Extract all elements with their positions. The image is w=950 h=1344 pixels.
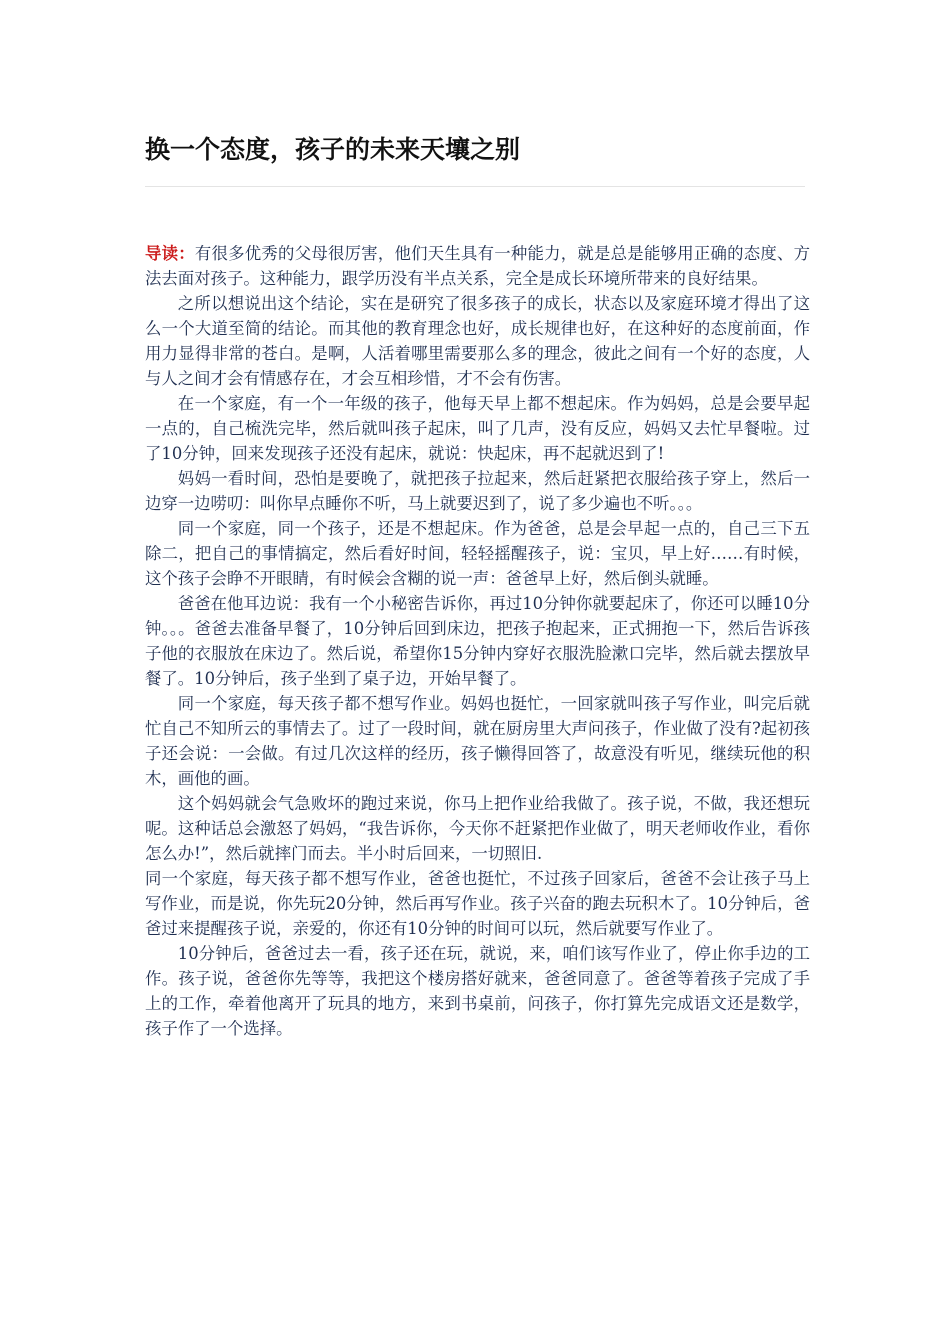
article-title: 换一个态度，孩子的未来天壤之别 — [145, 135, 521, 164]
paragraph-6: 同一个家庭，每天孩子都不想写作业。妈妈也挺忙，一回家就叫孩子写作业，叫完后就忙自己不知所云的事情去了。过了一段时间，就在厨房里大声问孩子，作业做了没有?起初孩子还会说：一会做。有过几次这样的经历，孩子懒得回答了，故意没有听见，继续玩他的积木，画他的画。 — [145, 694, 810, 788]
paragraph-5: 爸爸在他耳边说：我有一个小秘密告诉你，再过10分钟你就要起床了，你还可以睡10分钟。。。爸爸去准备早餐了，10分钟后回到床边，把孩子抱起来，正式拥抱一下，然后告诉孩子他的衣服放在床边了。然后说，希望你15分钟内穿好衣服洗脸漱口完毕，然后就去摆放早餐了。10分钟后，孩子坐到了桌子边，开始早餐了。 — [145, 594, 810, 688]
lead-label: 导读： — [145, 244, 195, 263]
paragraph-1: 之所以想说出这个结论，实在是研究了很多孩子的成长，状态以及家庭环境才得出了这么一个大道至简的结论。而其他的教育理念也好，成长规律也好，在这种好的态度前面，作用力显得非常的苍白。是啊，人活着哪里需要那么多的理念，彼此之间有一个好的态度，人与人之间才会有情感存在，才会互相珍惜，才不会有伤害。 — [145, 294, 810, 388]
paragraph-2: 在一个家庭，有一个一年级的孩子，他每天早上都不想起床。作为妈妈，总是会要早起一点的，自己梳洗完毕，然后就叫孩子起床，叫了几声，没有反应，妈妈又去忙早餐啦。过了10分钟，回来发现孩子还没有起床，就说：快起床，再不起就迟到了! — [145, 394, 810, 463]
paragraph-8: 同一个家庭，每天孩子都不想写作业，爸爸也挺忙，不过孩子回家后，爸爸不会让孩子马上写作业，而是说，你先玩20分钟，然后再写作业。孩子兴奋的跑去玩积木了。10分钟后，爸爸过来提醒孩子说，亲爱的，你还有10分钟的时间可以玩，然后就要写作业了。 — [145, 869, 810, 938]
article-body — [145, 241, 810, 1041]
article — [145, 128, 810, 1041]
paragraph-7: 这个妈妈就会气急败坏的跑过来说，你马上把作业给我做了。孩子说，不做，我还想玩呢。这种话总会激怒了妈妈，“我告诉你，今天你不赶紧把作业做了，明天老师收作业，看你怎么办!”，然后就摔门而去。半小时后回来，一切照旧. — [145, 794, 810, 863]
paragraph-3: 妈妈一看时间，恐怕是要晚了，就把孩子拉起来，然后赶紧把衣服给孩子穿上，然后一边穿一边唠叨：叫你早点睡你不听，马上就要迟到了，说了多少遍也不听。。。 — [145, 469, 810, 513]
paragraph-4: 同一个家庭，同一个孩子，还是不想起床。作为爸爸，总是会早起一点的，自己三下五除二，把自己的事情搞定，然后看好时间，轻轻摇醒孩子，说：宝贝，早上好……有时候，这个孩子会睁不开眼睛，有时候会含糊的说一声：爸爸早上好，然后倒头就睡。 — [145, 519, 810, 588]
paragraph-9: 10分钟后，爸爸过去一看，孩子还在玩，就说，来，咱们该写作业了，停止你手边的工作。孩子说，爸爸你先等等，我把这个楼房搭好就来，爸爸同意了。爸爸等着孩子完成了手上的工作，牵着他离开了玩具的地方，来到书桌前，问孩子，你打算先完成语文还是数学，孩子作了一个选择。 — [145, 944, 810, 1038]
lead-paragraph — [145, 241, 810, 291]
title-divider — [145, 186, 805, 187]
lead-text: 有很多优秀的父母很厉害，他们天生具有一种能力，就是总是能够用正确的态度、方法去面对孩子。这种能力，跟学历没有半点关系，完全是成长环境所带来的良好结果。 — [145, 244, 811, 288]
